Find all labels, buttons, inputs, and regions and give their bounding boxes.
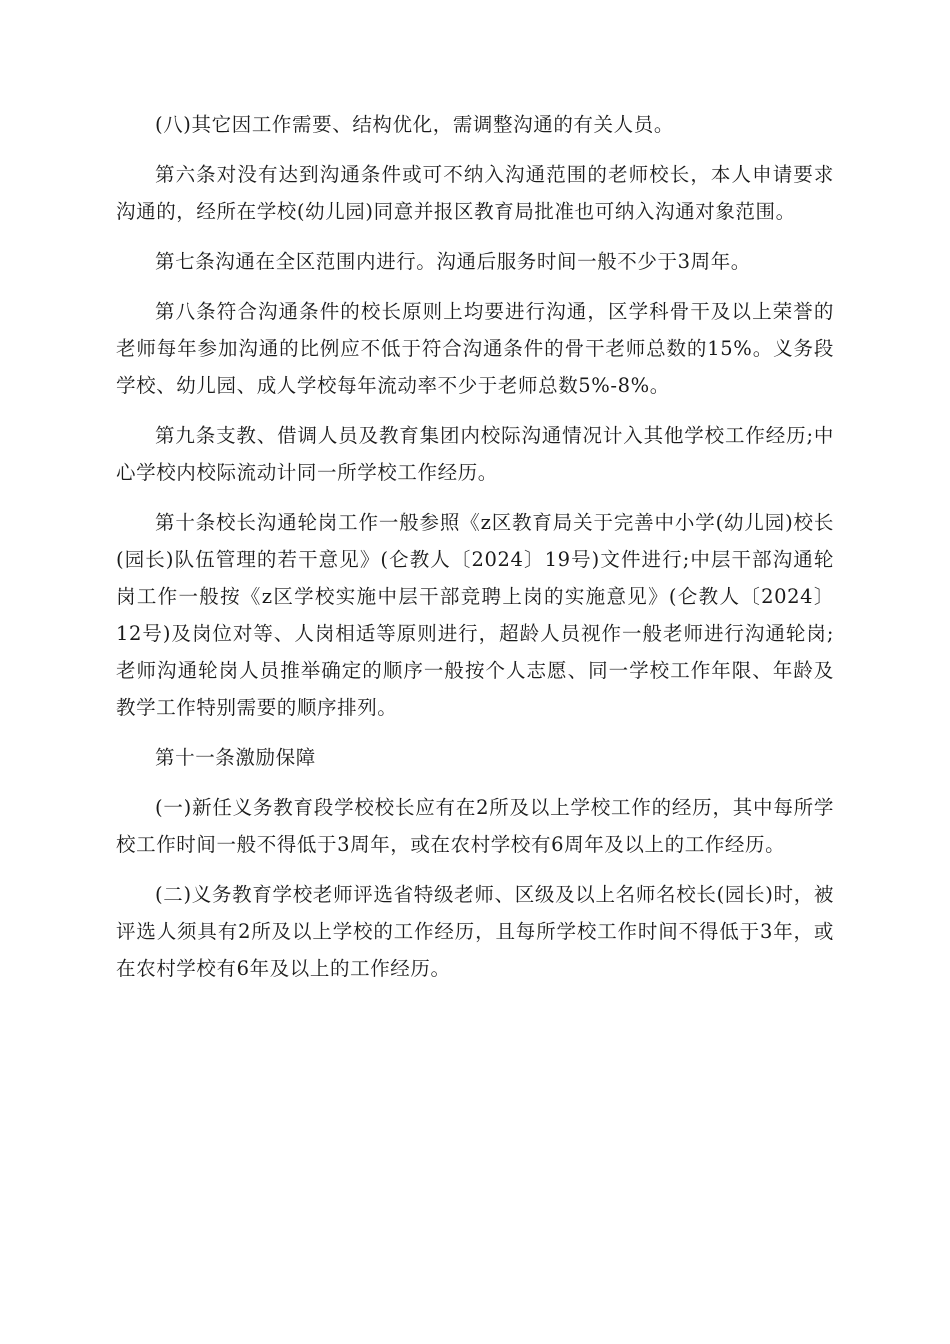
paragraph-incentive-2: (二)义务教育学校老师评选省特级老师、区级及以上名师名校长(园长)时，被评选人须具有2所及以上学校的工作经历，且每所学校工作时间不得低于3年，或在农村学校有6年及以上的工作经历。 <box>116 883 834 980</box>
document-page <box>116 106 834 1000</box>
paragraph-article-10: 第十条校长沟通轮岗工作一般参照《z区教育局关于完善中小学(幼儿园)校长(园长)队伍管理的若干意见》(仑教人〔2024〕19号)文件进行;中层干部沟通轮岗工作一般按《z区学校实施中层干部竞聘上岗的实施意见》(仑教人〔2024〕12号)及岗位对等、人岗相适等原则进行，超龄人员视作一般老师进行沟通轮岗;老师沟通轮岗人员推举确定的顺序一般按个人志愿、同一学校工作年限、年龄及教学工作特别需要的顺序排列。 <box>116 511 834 719</box>
paragraph-article-6: 第六条对没有达到沟通条件或可不纳入沟通范围的老师校长，本人申请要求沟通的，经所在学校(幼儿园)同意并报区教育局批准也可纳入沟通对象范围。 <box>116 163 834 223</box>
paragraph-article-7: 第七条沟通在全区范围内进行。沟通后服务时间一般不少于3周年。 <box>155 250 751 273</box>
paragraph-incentive-1: (一)新任义务教育段学校校长应有在2所及以上学校工作的经历，其中每所学校工作时间一般不得低于3周年，或在农村学校有6周年及以上的工作经历。 <box>116 796 834 856</box>
paragraph-article-11-heading: 第十一条激励保障 <box>155 746 316 769</box>
paragraph-article-9: 第九条支教、借调人员及教育集团内校际沟通情况计入其他学校工作经历;中心学校内校际流动计同一所学校工作经历。 <box>116 424 834 484</box>
paragraph-article-8: 第八条符合沟通条件的校长原则上均要进行沟通，区学科骨干及以上荣誉的老师每年参加沟通的比例应不低于符合沟通条件的骨干老师总数的15%。义务段学校、幼儿园、成人学校每年流动率不少于老师总数5%-8%。 <box>116 300 834 397</box>
paragraph-item-8: (八)其它因工作需要、结构优化，需调整沟通的有关人员。 <box>155 113 674 136</box>
